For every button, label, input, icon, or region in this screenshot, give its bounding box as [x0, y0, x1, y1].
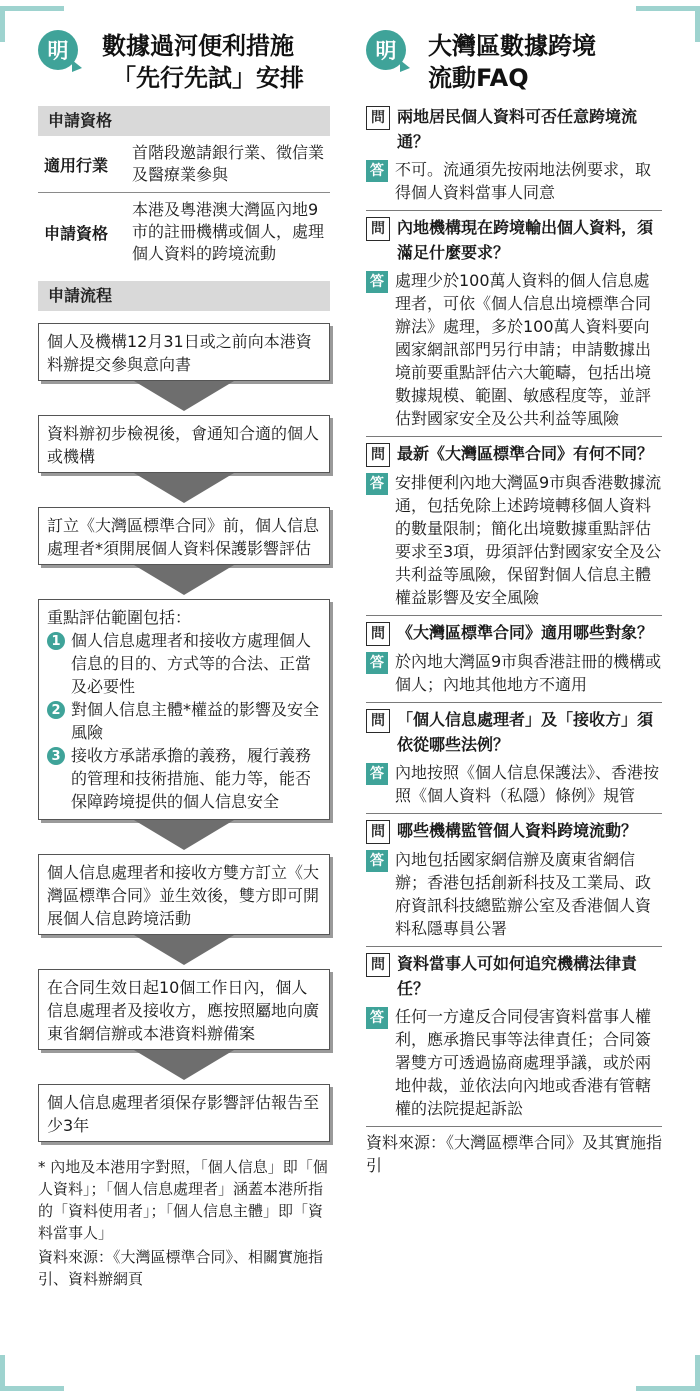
answer-icon: 答 — [366, 271, 388, 293]
faq-question — [366, 818, 662, 844]
left-title-line2: 「先行先試」安排 — [112, 64, 304, 92]
right-source: 資料來源：《大灣區標準合同》及其實施指引 — [366, 1133, 663, 1175]
faq-answer — [366, 158, 662, 204]
right-title-block — [366, 0, 662, 100]
number-3-icon: 3 — [47, 747, 65, 765]
scope-title: 重點評估範圍包括： — [47, 608, 192, 627]
footnote: * 內地及本港用字對照，「個人信息」即「個人資料」；「個人信息處理者」涵蓋本港所指的「資料使用者」；「個人信息主體」即「資料當事人」 — [38, 1158, 328, 1242]
left-column — [38, 0, 330, 1290]
right-title-line2: 流動FAQ — [428, 64, 529, 92]
eligibility-row-qualification — [38, 193, 330, 271]
question-icon: 問 — [366, 953, 390, 977]
question-icon: 問 — [366, 106, 390, 130]
faq-answer — [366, 1005, 662, 1120]
right-column — [366, 0, 662, 1177]
number-2-icon: 2 — [47, 701, 65, 719]
faq-item — [366, 814, 662, 946]
scope-item — [47, 744, 321, 813]
faq-item — [366, 703, 662, 813]
faq-question — [366, 104, 662, 154]
answer-icon: 答 — [366, 473, 388, 495]
question-icon: 問 — [366, 709, 390, 733]
left-title-block — [38, 0, 330, 100]
faq-question — [366, 215, 662, 265]
eligibility-text: 本港及粵港澳大灣區內地9市的註冊機構或個人，處理個人資料的跨境流動 — [132, 200, 325, 263]
ming-badge-icon: 明 — [38, 30, 78, 70]
answer-icon: 答 — [366, 850, 388, 872]
flow-step-1: 個人及機構12月31日或之前向本港資料辦提交參與意向書 — [38, 323, 330, 381]
flow-arrow-icon — [38, 820, 330, 854]
question-text: 最新《大灣區標準合同》有何不同？ — [397, 444, 654, 463]
right-title — [428, 30, 596, 94]
corner-bottom-right-v — [695, 1355, 700, 1391]
corner-bottom-right — [636, 1386, 700, 1391]
faq-item — [366, 437, 662, 615]
flow-step-5: 個人信息處理者和接收方雙方訂立《大灣區標準合同》並生效後，雙方即可開展個人信息跨境活動 — [38, 854, 330, 935]
eligibility-header: 申請資格 — [38, 106, 330, 136]
right-title-line1: 大灣區數據跨境 — [428, 32, 596, 60]
scope-item-text: 接收方承諾承擔的義務，履行義務的管理和技術措施、能力等，能否保障跨境提供的個人信息安全 — [71, 746, 312, 811]
faq-answer — [366, 471, 662, 609]
corner-top-left-v — [0, 6, 5, 42]
answer-icon: 答 — [366, 763, 388, 785]
question-icon: 問 — [366, 217, 390, 241]
eligibility-label: 適用行業 — [44, 155, 109, 175]
flow-chart — [38, 323, 330, 1142]
scope-item — [47, 629, 321, 698]
left-title — [102, 30, 304, 94]
faq-item — [366, 616, 662, 702]
corner-bottom-left-v — [0, 1355, 5, 1391]
corner-top-right-v — [695, 6, 700, 42]
number-1-icon: 1 — [47, 632, 65, 650]
question-icon: 問 — [366, 443, 390, 467]
faq-item — [366, 100, 662, 210]
faq-question — [366, 620, 662, 646]
faq-question — [366, 707, 662, 757]
eligibility-label: 申請資格 — [44, 223, 109, 243]
answer-text: 安排便利內地大灣區9市與香港數據流通，包括免除上述跨境轉移個人資料的數量限制；簡化出境數據重點評估要求至3項，毋須評估對國家安全及公共利益等風險，保留對個人信息主體權益影響及安全風險 — [395, 473, 662, 607]
answer-icon: 答 — [366, 652, 388, 674]
flow-step-3: 訂立《大灣區標準合同》前，個人信息處理者*須開展個人資料保護影響評估 — [38, 507, 330, 565]
scope-item-text: 對個人信息主體*權益的影響及安全風險 — [71, 700, 320, 742]
scope-item — [47, 698, 321, 744]
flow-step-scope — [38, 599, 330, 820]
scope-item-text: 個人信息處理者和接收方處理個人信息的目的、方式等的合法、正當及必要性 — [71, 631, 312, 696]
question-text: 內地機構現在跨境輸出個人資料，須滿足什麼要求？ — [397, 218, 654, 262]
answer-text: 不可。流通須先按兩地法例要求，取得個人資料當事人同意 — [395, 160, 652, 202]
process-header: 申請流程 — [38, 281, 330, 311]
eligibility-row-industry — [38, 136, 330, 193]
flow-arrow-icon — [38, 473, 330, 507]
answer-text: 於內地大灣區9市與香港註冊的機構或個人；內地其他地方不適用 — [395, 652, 662, 694]
left-title-line1: 數據過河便利措施 — [102, 32, 294, 60]
ming-badge-icon: 明 — [366, 30, 406, 70]
left-source: 資料來源：《大灣區標準合同》、相關實施指引、資料辦網頁 — [38, 1248, 324, 1288]
faq-answer — [366, 761, 662, 807]
flow-step-6: 在合同生效日起10個工作日內，個人信息處理者及接收方，應按照屬地向廣東省網信辦或本港資料辦備案 — [38, 969, 330, 1050]
corner-bottom-left — [0, 1386, 64, 1391]
answer-icon: 答 — [366, 160, 388, 182]
question-text: 資料當事人可如何追究機構法律責任？ — [397, 954, 638, 998]
faq-item — [366, 211, 662, 436]
faq-question — [366, 951, 662, 1001]
answer-text: 內地包括國家網信辦及廣東省網信辦；香港包括創新科技及工業局、政府資訊科技總監辦公室及香港個人資料私隱專員公署 — [395, 850, 652, 938]
answer-icon: 答 — [366, 1007, 388, 1029]
answer-text: 處理少於100萬人資料的個人信息處理者，可依《個人信息出境標準合同辦法》處理，多於100萬人資料要向國家網訊部門另行申請；申請數據出境前要重點評估六大範疇，包括出境數據規模、範圍、敏感程度等，並評估對國家安全及公共利益等風險 — [395, 271, 652, 428]
eligibility-text: 首階段邀請銀行業、徵信業及醫療業參與 — [132, 143, 325, 184]
flow-step-7: 個人信息處理者須保存影響評估報告至少3年 — [38, 1084, 330, 1142]
faq-list — [366, 100, 662, 1177]
answer-text: 內地按照《個人信息保護法》、香港按照《個人資料（私隱）條例》規管 — [395, 763, 660, 805]
faq-item — [366, 947, 662, 1126]
answer-text: 任何一方違反合同侵害資料當事人權利，應承擔民事等法律責任；合同簽署雙方可透過協商處理爭議，或於兩地仲裁，並依法向內地或香港有管轄權的法院提起訴訟 — [395, 1007, 652, 1118]
faq-answer — [366, 650, 662, 696]
faq-answer — [366, 848, 662, 940]
question-text: 兩地居民個人資料可否任意跨境流通？ — [397, 107, 638, 151]
flow-arrow-icon — [38, 1050, 330, 1084]
divider — [366, 1126, 662, 1127]
flow-arrow-icon — [38, 381, 330, 415]
question-icon: 問 — [366, 820, 390, 844]
flow-arrow-icon — [38, 565, 330, 599]
question-text: 《大灣區標準合同》適用哪些對象？ — [397, 623, 654, 642]
faq-question — [366, 441, 662, 467]
question-text: 「個人信息處理者」及「接收方」須依從哪些法例？ — [397, 710, 654, 754]
question-icon: 問 — [366, 622, 390, 646]
flow-arrow-icon — [38, 935, 330, 969]
question-text: 哪些機構監管個人資料跨境流動？ — [397, 821, 638, 840]
flow-step-2: 資料辦初步檢視後，會通知合適的個人或機構 — [38, 415, 330, 473]
faq-answer — [366, 269, 662, 430]
